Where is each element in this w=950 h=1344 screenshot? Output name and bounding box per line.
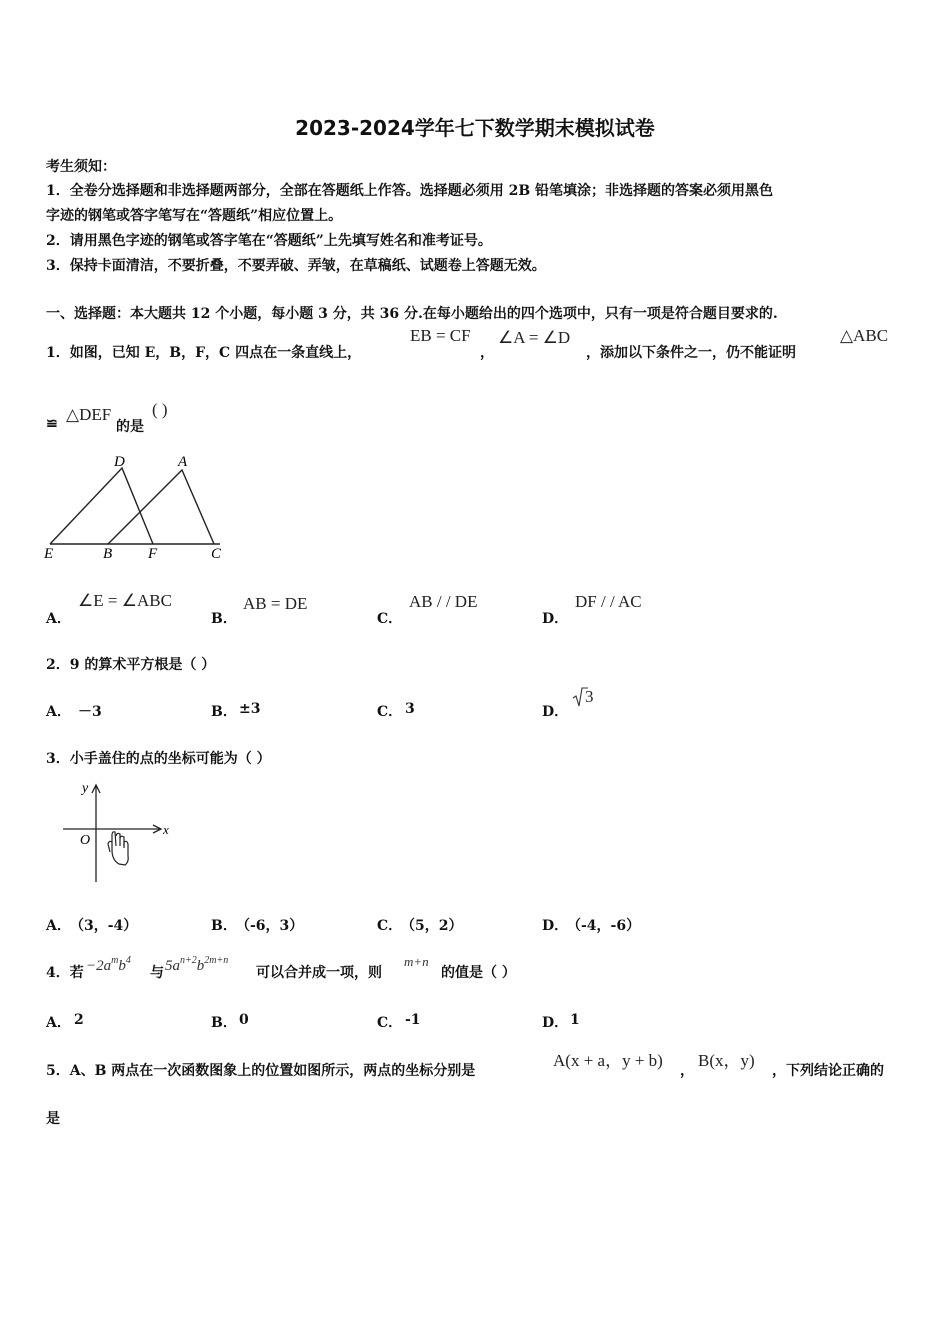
q1-option-d-text: DF / / AC: [575, 592, 642, 611]
q1-stem-a: 1．如图，已知 E，B，F，C 四点在一条直线上，: [46, 345, 362, 361]
q1-option-c-text: AB / / DE: [409, 592, 478, 611]
q4-mid-2: 可以合并成一项，则: [256, 965, 382, 981]
notice-line-1a: 1．全卷分选择题和非选择题两部分，全部在答题纸上作答。选择题必须用 2B 铅笔填涂；非选择题的答案必须用黑色: [46, 183, 774, 199]
q2-option-d-text: 3: [585, 687, 594, 706]
q1-congruent-symbol: ≌: [46, 416, 58, 432]
q1-option-b-label: B．: [211, 611, 237, 627]
notice-line-2: 2．请用黑色字迹的钢笔或答字笔在“答题纸”上先填写姓名和准考证号。: [46, 233, 492, 249]
q2-stem: 2．9 的算术平方根是（ ）: [46, 657, 216, 673]
q4-option-d-text: 1: [570, 1012, 580, 1028]
q4-option-b-label: B．: [211, 1015, 237, 1031]
q4-term-2: [165, 955, 228, 975]
q2-option-c-text: 3: [405, 701, 415, 717]
q4-term-1-exp1: m: [111, 955, 119, 966]
q1-paren: ( ): [152, 400, 168, 419]
q4-term-2-exp1: n+2: [180, 955, 197, 966]
q1-stem-c: 的是: [116, 419, 144, 435]
q3-option-b-label: B．: [211, 918, 237, 934]
q1-option-d-label: D．: [542, 611, 569, 627]
q5-stem-c: 是: [46, 1111, 60, 1127]
q4-term-1-mid: b: [118, 958, 126, 974]
q4-option-a-text: 2: [74, 1012, 84, 1028]
q4-term-1: [86, 955, 131, 975]
notice-line-1b: 字迹的钢笔或答字笔写在“答题纸”相应位置上。: [46, 208, 343, 224]
q4-option-c-text: -1: [405, 1012, 421, 1028]
q3-option-d-label: D．: [542, 918, 569, 934]
q3-option-c-text: （5，2）: [401, 918, 463, 934]
q1-triangle-figure: [40, 452, 240, 562]
q2-option-c-label: C．: [377, 704, 403, 720]
q5-math-b: B(x，y): [698, 1051, 755, 1070]
q1-math-def: △DEF: [66, 405, 112, 424]
q2-option-a-text: －3: [78, 704, 102, 720]
q3-option-a-label: A．: [46, 918, 71, 934]
q4-mid: 与: [150, 965, 164, 981]
q1-comma: ，: [480, 345, 494, 361]
q3-y-label: y: [82, 781, 89, 796]
q4-term-1-base: −2a: [86, 958, 112, 974]
q4-term-3: m+n: [404, 954, 429, 969]
q4-pre: 4．若: [46, 965, 84, 981]
page-title: 2023-2024学年七下数学期末模拟试卷: [295, 116, 655, 140]
q4-option-a-label: A．: [46, 1015, 71, 1031]
q1-option-b-text: AB = DE: [243, 594, 308, 613]
q1-math-angle: ∠A = ∠D: [498, 328, 571, 347]
q2-option-d-label: D．: [542, 704, 569, 720]
q2-option-a-label: A．: [46, 704, 71, 720]
q4-option-b-text: 0: [239, 1012, 249, 1028]
q1-label-e: E: [44, 546, 54, 562]
q1-stem-b: ，添加以下条件之一，仍不能证明: [586, 345, 796, 361]
q1-label-a: A: [178, 454, 188, 470]
q1-label-b: B: [103, 546, 113, 562]
q1-label-f: F: [148, 546, 158, 562]
q1-triangle-abc: [108, 470, 214, 544]
q1-label-d: D: [114, 454, 125, 470]
q3-x-label: x: [163, 822, 169, 837]
q3-origin-label: O: [80, 833, 91, 848]
q3-option-d-text: （-4，-6）: [567, 918, 641, 934]
section-heading: 一、选择题：本大题共 12 个小题，每小题 3 分，共 36 分.在每小题给出的四个选项中，只有一项是符合题目要求的.: [46, 306, 778, 322]
q1-math-abc: △ABC: [840, 326, 889, 345]
q2-option-b-label: B．: [211, 704, 237, 720]
q5-comma: ，: [680, 1063, 694, 1079]
q1-option-a-label: A．: [46, 611, 71, 627]
q5-math-a: A(x + a，y + b): [553, 1051, 663, 1070]
q5-stem-a: 5．A、B 两点在一次函数图象上的位置如图所示，两点的坐标分别是: [46, 1063, 476, 1079]
q4-term-2-exp2: 2m+n: [204, 955, 229, 966]
q3-option-a-text: （3，-4）: [70, 918, 138, 934]
q1-option-a-text: ∠E = ∠ABC: [78, 591, 172, 610]
q4-post: 的值是（ ）: [441, 965, 516, 981]
q3-stem: 3．小手盖住的点的坐标可能为（ ）: [46, 751, 271, 767]
q1-math-eb-cf: EB = CF: [410, 326, 471, 345]
q1-triangle-def: [50, 468, 153, 544]
q1-label-c: C: [211, 546, 222, 562]
notice-line-3: 3．保持卡面清洁，不要折叠，不要弄破、弄皱，在草稿纸、试题卷上答题无效。: [46, 258, 546, 274]
q4-option-d-label: D．: [542, 1015, 569, 1031]
q3-option-c-label: C．: [377, 918, 403, 934]
q2-option-b-text: ±3: [239, 701, 261, 717]
q4-term-1-exp2: 4: [125, 955, 131, 966]
q4-option-c-label: C．: [377, 1015, 403, 1031]
q3-option-b-text: （-6，3）: [236, 918, 304, 934]
hand-icon: [108, 832, 128, 865]
q5-stem-b: ，下列结论正确的: [772, 1063, 884, 1079]
q1-option-c-label: C．: [377, 611, 403, 627]
notice-heading: 考生须知：: [46, 159, 116, 175]
q4-term-2-base: 5a: [165, 958, 180, 974]
q3-coordinate-figure: [55, 778, 180, 884]
q4-term-2-mid: b: [196, 958, 205, 974]
